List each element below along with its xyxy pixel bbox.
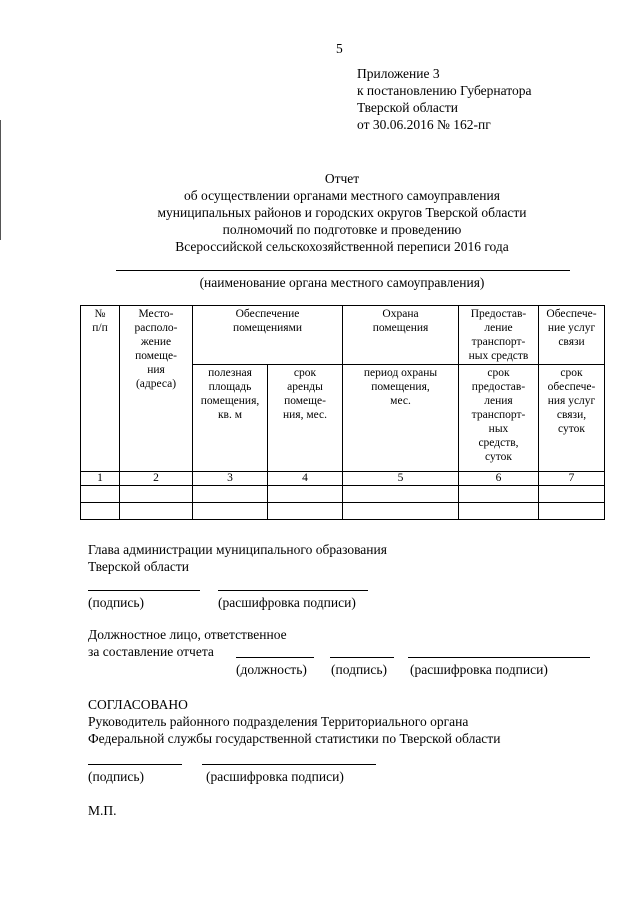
column-number: 4 xyxy=(268,471,343,485)
head-block xyxy=(88,541,608,575)
table-header-row xyxy=(81,306,605,365)
subheader-area: полезная площадь помещения, кв. м xyxy=(193,365,268,472)
header-location: Место- располо- жение помеще- ния (адреса) xyxy=(120,306,193,472)
agreed-line-2: Федеральной службы государственной статистики по Тверской области xyxy=(88,731,501,746)
subheader-comm-term: срок обеспече- ния услуг связи, суток xyxy=(539,365,605,472)
position-line[interactable] xyxy=(236,657,314,658)
report-table xyxy=(80,305,605,520)
decode-signature-label-3: (расшифровка подписи) xyxy=(206,769,344,784)
table-cell[interactable] xyxy=(120,485,193,502)
signature-line-2[interactable] xyxy=(330,657,394,658)
table-row-empty xyxy=(81,485,605,502)
table-cell[interactable] xyxy=(193,502,268,519)
table-row-empty xyxy=(81,502,605,519)
signature-line-3[interactable] xyxy=(88,764,182,765)
appendix-line-3: Тверской области xyxy=(357,100,458,115)
stamp-place: М.П. xyxy=(88,803,117,818)
signature-label-3: (подпись) xyxy=(88,769,145,784)
signature-label: (подпись) xyxy=(88,595,145,610)
signature-line[interactable] xyxy=(88,590,200,591)
agreed-block xyxy=(88,696,608,747)
head-line-2: Тверской области xyxy=(88,559,189,574)
official-line-2: за составление отчета xyxy=(88,644,214,659)
table-cell[interactable] xyxy=(81,485,120,502)
table-cell[interactable] xyxy=(459,485,539,502)
title-line-2: об осуществлении органами местного самоуправления xyxy=(184,188,500,203)
table-cell[interactable] xyxy=(539,502,605,519)
org-name-caption: (наименование органа местного самоуправления) xyxy=(199,275,485,290)
appendix-block xyxy=(357,65,627,133)
subheader-guard-period: период охраны помещения, мес. xyxy=(343,365,459,472)
table-cell[interactable] xyxy=(343,502,459,519)
decode-signature-label-2: (расшифровка подписи) xyxy=(410,662,548,677)
official-line-1: Должностное лицо, ответственное xyxy=(88,627,287,642)
agreed-heading: СОГЛАСОВАНО xyxy=(88,697,188,712)
column-number: 6 xyxy=(459,471,539,485)
position-label: (должность) xyxy=(236,662,307,677)
decode-signature-line[interactable] xyxy=(218,590,368,591)
org-name-line xyxy=(116,270,570,271)
subheader-rent: срок аренды помеще- ния, мес. xyxy=(268,365,343,472)
official-block xyxy=(88,626,388,660)
title-line-3: муниципальных районов и городских округов Тверской области xyxy=(157,205,527,220)
title-line-1: Отчет xyxy=(324,171,360,186)
decode-signature-label: (расшифровка подписи) xyxy=(218,595,356,610)
appendix-line-4: от 30.06.2016 № 162-пг xyxy=(357,117,491,132)
head-line-1: Глава администрации муниципального образования xyxy=(88,542,387,557)
column-number: 7 xyxy=(539,471,605,485)
column-number: 5 xyxy=(343,471,459,485)
header-communication: Обеспече- ние услуг связи xyxy=(539,306,605,365)
page-number: 5 xyxy=(336,41,343,56)
header-number: № п/п xyxy=(81,306,120,365)
table-cell[interactable] xyxy=(539,485,605,502)
report-title xyxy=(100,170,584,255)
table-cell[interactable] xyxy=(343,485,459,502)
signature-label-2: (подпись) xyxy=(331,662,388,677)
header-guard: Охрана помещения xyxy=(343,306,459,365)
column-number: 2 xyxy=(120,471,193,485)
table-cell[interactable] xyxy=(268,485,343,502)
agreed-line-1: Руководитель районного подразделения Территориального органа xyxy=(88,714,469,729)
column-number: 1 xyxy=(81,471,120,485)
table-cell[interactable] xyxy=(120,502,193,519)
header-number-cont xyxy=(81,365,120,472)
column-numbers-row xyxy=(81,471,605,485)
header-transport: Предостав- ление транспорт- ных средств xyxy=(459,306,539,365)
subheader-transport-term: срок предостав- ления транспорт- ных средств, суток xyxy=(459,365,539,472)
decode-signature-line-2[interactable] xyxy=(408,657,590,658)
table-cell[interactable] xyxy=(459,502,539,519)
decode-signature-line-3[interactable] xyxy=(202,764,376,765)
appendix-line-2: к постановлению Губернатора xyxy=(357,83,532,98)
title-line-5: Всероссийской сельскохозяйственной переписи 2016 года xyxy=(175,239,509,254)
appendix-line-1: Приложение 3 xyxy=(357,66,440,81)
header-premises: Обеспечение помещениями xyxy=(193,306,343,365)
table-cell[interactable] xyxy=(81,502,120,519)
table-cell[interactable] xyxy=(268,502,343,519)
column-number: 3 xyxy=(193,471,268,485)
table-cell[interactable] xyxy=(193,485,268,502)
title-line-4: полномочий по подготовке и проведению xyxy=(222,222,462,237)
scan-edge-mark xyxy=(0,120,1,240)
